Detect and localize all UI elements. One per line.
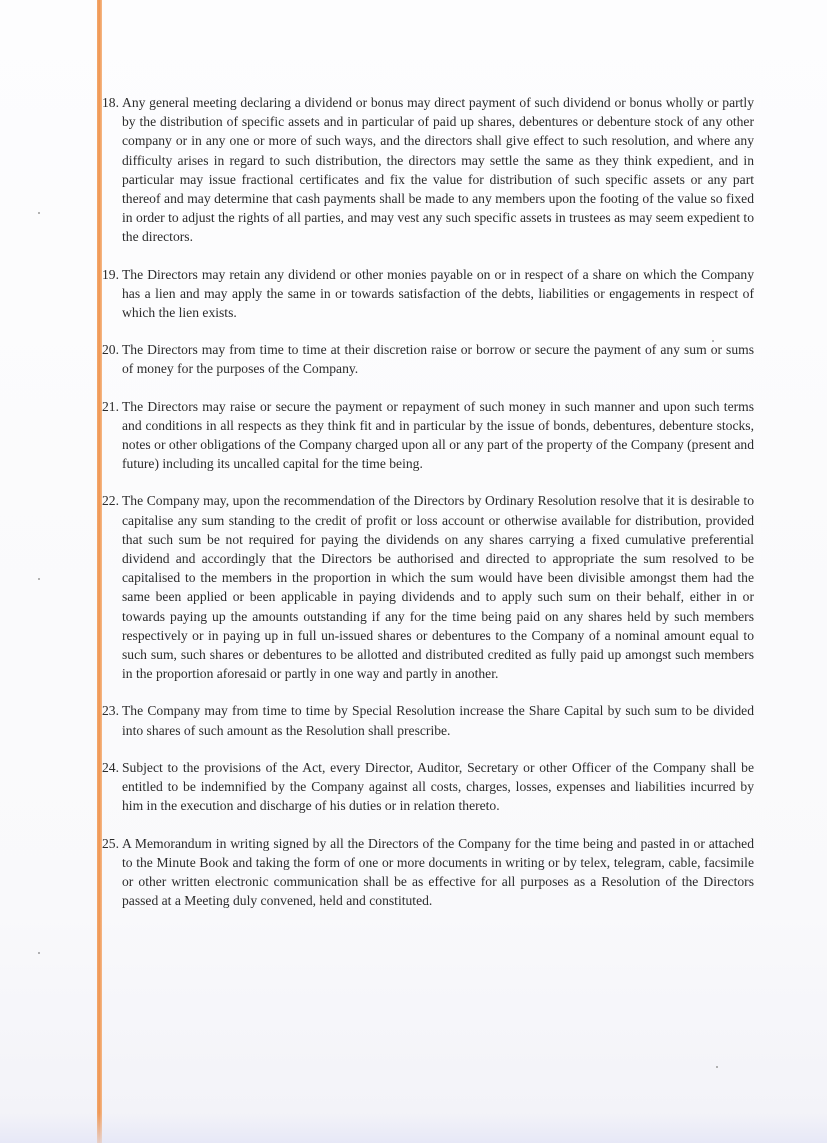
clause-number: 22. — [102, 493, 119, 509]
scan-speck — [716, 1066, 718, 1068]
scan-speck — [38, 578, 40, 580]
scan-edge-tint — [0, 1113, 827, 1143]
clause-23 — [102, 701, 754, 739]
clause-text: Any general meeting declaring a dividend or bonus may direct payment of such dividend or bonus wholly or partly by the distribution of specific assets and in particular of paid up shares, debentures or debenture stock of any other company or in any one or more of such ways, and the directors shall give effect to such resolution, and where any difficulty arises in regard to such distribution, the directors may settle the same as they think expedient, and in particular may issue fractional certificates and fix the value for distribution of such specific assets or any part thereof and may determine that cash payments shall be made to any members upon the footing of the value so fixed in order to adjust the rights of all parties, and may vest any such specific assets in trustees as may seem expedient to the directors. — [122, 95, 754, 245]
clause-18 — [102, 93, 754, 247]
clause-24 — [102, 758, 754, 816]
clause-text: The Directors may retain any dividend or other monies payable on or in respect of a share on which the Company has a lien and may apply the same in or towards satisfaction of the debts, liabilities or engagements in respect of which the lien exists. — [122, 266, 754, 321]
clause-number: 18. — [102, 95, 119, 110]
clause-number: 21. — [102, 398, 119, 414]
clause-number: 25. — [102, 835, 119, 851]
clause-text: The Company may from time to time by Special Resolution increase the Share Capital by such sum to be divided into shares of such amount as the Resolution shall prescribe. — [122, 703, 754, 738]
scan-speck — [38, 952, 40, 954]
clause-21 — [102, 397, 754, 474]
scan-speck — [38, 212, 40, 214]
clause-text: The Directors may from time to time at their discretion raise or borrow or secure the payment of any sum or sums of money for the purposes of the Company. — [122, 342, 754, 377]
clause-number: 20. — [102, 342, 119, 358]
clause-text: A Memorandum in writing signed by all the Directors of the Company for the time being and pasted in or attached to the Minute Book and taking the form of one or more documents in writing or by telex, telegram, cable, facsimile or other written electronic communication shall be as effective for all purposes as a Resolution of the Directors passed at a Meeting duly convened, held and constituted. — [122, 835, 754, 909]
clause-19 — [102, 265, 754, 323]
clause-number: 19. — [102, 266, 119, 282]
clause-22 — [102, 491, 754, 683]
clause-text: The Directors may raise or secure the payment or repayment of such money in such manner and upon such terms and conditions in all respects as they think fit and in particular by the issue of bonds, debentures, debenture stocks, notes or other obligations of the Company charged upon all or any part of the property of the Company (present and future) including its uncalled capital for the time being. — [122, 398, 754, 472]
clause-list — [102, 93, 754, 928]
clause-number: 23. — [102, 703, 119, 719]
clause-25 — [102, 834, 754, 911]
clause-number: 24. — [102, 759, 119, 775]
clause-text: Subject to the provisions of the Act, every Director, Auditor, Secretary or other Officer of the Company shall be entitled to be indemnified by the Company against all costs, charges, losses, expenses and liabilities incurred by him in the execution and discharge of his duties or in relation thereto. — [122, 759, 754, 814]
clause-20 — [102, 340, 754, 378]
clause-text: The Company may, upon the recommendation of the Directors by Ordinary Resolution resolve that it is desirable to capitalise any sum standing to the credit of profit or loss account or otherwise available for distribution, provided that such sum be not required for paying the dividends on any shares carrying a fixed cumulative preferential dividend and accordingly that the Directors be authorised and directed to appropriate the sum resolved to be capitalised to the members in the proportion in which the sum would have been divisible amongst them had the same been applied or been applicable in paying dividends and to apply such sum on their behalf, either in or towards paying up the amounts outstanding if any for the time being paid on any shares held by such members respectively or in paying up in full un-issued shares or debentures to the Company of a nominal amount equal to such sum, such shares or debentures to be allotted and distributed credited as fully paid up amongst such members in the proportion aforesaid or partly in one way and partly in another. — [122, 493, 754, 682]
